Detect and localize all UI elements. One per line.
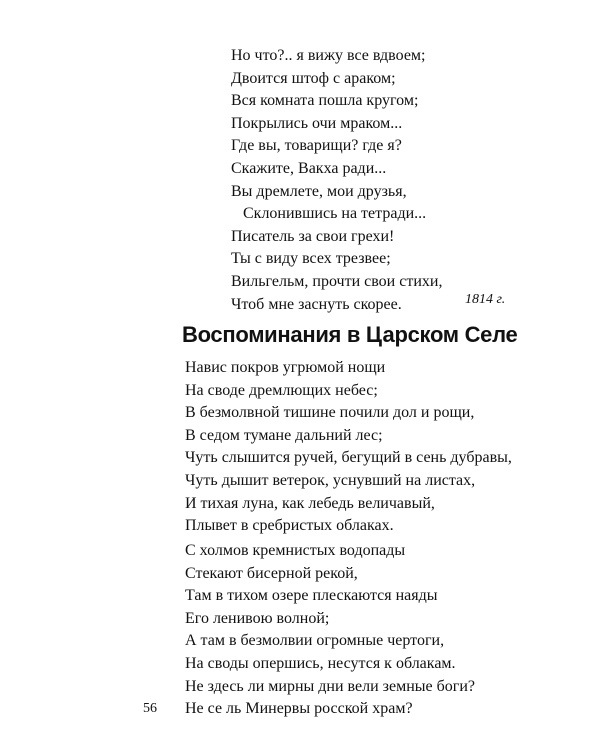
verse-line: Но что?.. я вижу все вдвоем; bbox=[231, 47, 426, 64]
verse-line: Писатель за свои грехи! bbox=[231, 227, 395, 245]
verse-line: Чуть слышится ручей, бегущий в сень дубравы, bbox=[185, 449, 512, 467]
verse-line: Вы дремлете, мои друзья, bbox=[231, 182, 407, 200]
verse-line: На своде дремлющих небес; bbox=[185, 381, 378, 399]
verse-line: Стекают бисерной рекой, bbox=[185, 564, 358, 582]
verse-line: Ты с виду всех трезвее; bbox=[231, 250, 391, 268]
verse-line: На своды опершись, несутся к облакам. bbox=[185, 654, 456, 672]
verse-line: Склонившись на тетради... bbox=[243, 205, 427, 223]
verse-line: Навис покров угрюмой нощи bbox=[185, 359, 386, 376]
stanza-1 bbox=[231, 45, 442, 316]
verse-line: Там в тихом озере плескаются наяды bbox=[185, 587, 438, 605]
page-number: 56 bbox=[143, 701, 157, 716]
verse-line: А там в безмолвии огромные чертоги, bbox=[185, 632, 445, 650]
verse-line: Вильгельм, прочти свои стихи, bbox=[231, 272, 443, 290]
verse-line: Двоится штоф с араком; bbox=[231, 69, 396, 87]
verse-line: Не се ль Минервы росской храм? bbox=[185, 700, 413, 718]
stanza-2 bbox=[185, 357, 512, 538]
verse-line: В безмолвной тишине почили дол и рощи, bbox=[185, 404, 475, 422]
verse-line: Где вы, товарищи? где я? bbox=[231, 137, 402, 155]
poem-date: 1814 г. bbox=[465, 292, 506, 307]
poem-title: Воспоминания в Царском Селе bbox=[182, 322, 518, 347]
verse-line: Не здесь ли мирны дни вели земные боги? bbox=[185, 677, 475, 695]
verse-line: Скажите, Вакха ради... bbox=[231, 159, 387, 177]
verse-line: Чтоб мне заснуть скорее. bbox=[231, 295, 402, 313]
verse-line: С холмов кремнистых водопады bbox=[185, 542, 406, 559]
verse-line: В седом тумане дальний лес; bbox=[185, 426, 383, 444]
verse-line: Покрылись очи мраком... bbox=[231, 114, 403, 132]
verse-line: Чуть дышит ветерок, уснувший на листах, bbox=[185, 471, 476, 489]
stanza-3 bbox=[185, 540, 475, 721]
verse-line: Плывет в сребристых облаках. bbox=[185, 517, 394, 535]
verse-line: И тихая луна, как лебедь величавый, bbox=[185, 494, 435, 512]
verse-line: Вся комната пошла кругом; bbox=[231, 92, 419, 110]
verse-line: Его ленивою волной; bbox=[185, 609, 330, 627]
